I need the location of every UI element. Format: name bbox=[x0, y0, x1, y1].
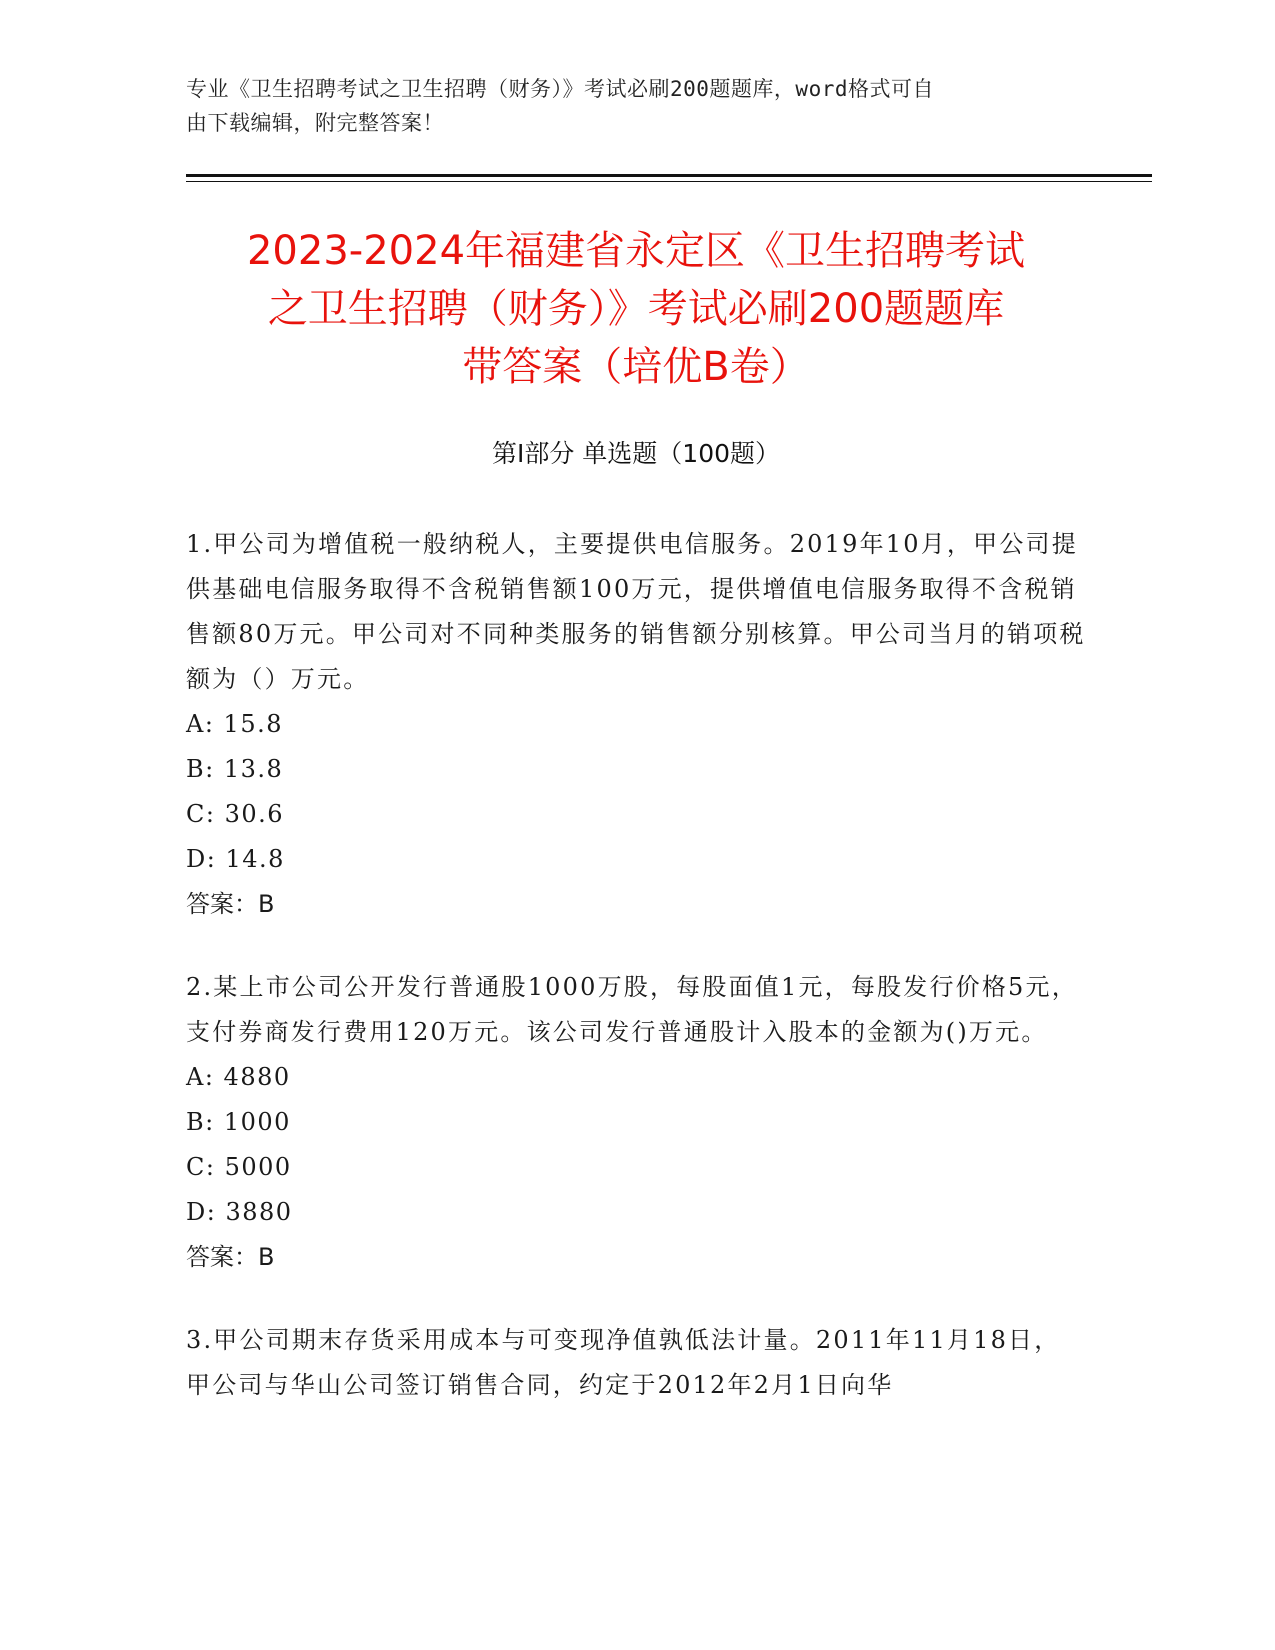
title-line-3: 带答案（培优B卷） bbox=[462, 344, 810, 390]
question-stem: 1.甲公司为增值税一般纳税人，主要提供电信服务。2019年10月，甲公司提供基础电信服务取得不含税销售额100万元，提供增值电信服务取得不含税销售额80万元。甲公司对不同种类服务的销售额分别核算。甲公司当月的销项税额为（）万元。 bbox=[186, 530, 1086, 693]
header-divider-thick bbox=[186, 174, 1152, 177]
question-3 bbox=[186, 1318, 1086, 1408]
question-1 bbox=[186, 522, 1086, 927]
header-note-line-2: 由下载编辑，附完整答案！ bbox=[186, 111, 444, 135]
option-a: A: 15.8 bbox=[186, 710, 283, 738]
section-heading: 第I部分 单选题（100题） bbox=[491, 439, 781, 468]
header-note bbox=[186, 72, 1066, 140]
option-d: D: 3880 bbox=[186, 1198, 293, 1226]
title-line-2: 之卫生招聘（财务）》考试必刷200题题库 bbox=[267, 286, 1005, 332]
option-c: C: 5000 bbox=[186, 1153, 292, 1181]
question-stem: 2.某上市公司公开发行普通股1000万股，每股面值1元，每股发行价格5元，支付券商发行费用120万元。该公司发行普通股计入股本的金额为()万元。 bbox=[186, 973, 1078, 1046]
option-b: B: 1000 bbox=[186, 1108, 291, 1136]
header-note-line-1: 专业《卫生招聘考试之卫生招聘（财务）》考试必刷200题题库，word格式可自 bbox=[186, 77, 934, 101]
title-line-1: 2023-2024年福建省永定区《卫生招聘考试 bbox=[246, 228, 1026, 274]
document-title bbox=[186, 222, 1086, 396]
question-stem: 3.甲公司期末存货采用成本与可变现净值孰低法计量。2011年11月18日，甲公司与华山公司签订销售合同，约定于2012年2月1日向华 bbox=[186, 1326, 1061, 1399]
option-d: D: 14.8 bbox=[186, 845, 285, 873]
question-list bbox=[186, 522, 1086, 1446]
header-divider-thin bbox=[186, 181, 1152, 182]
option-c: C: 30.6 bbox=[186, 800, 285, 828]
option-a: A: 4880 bbox=[186, 1063, 291, 1091]
answer-line: 答案：B bbox=[186, 1243, 275, 1271]
answer-line: 答案：B bbox=[186, 890, 275, 918]
question-2 bbox=[186, 965, 1086, 1280]
option-b: B: 13.8 bbox=[186, 755, 284, 783]
